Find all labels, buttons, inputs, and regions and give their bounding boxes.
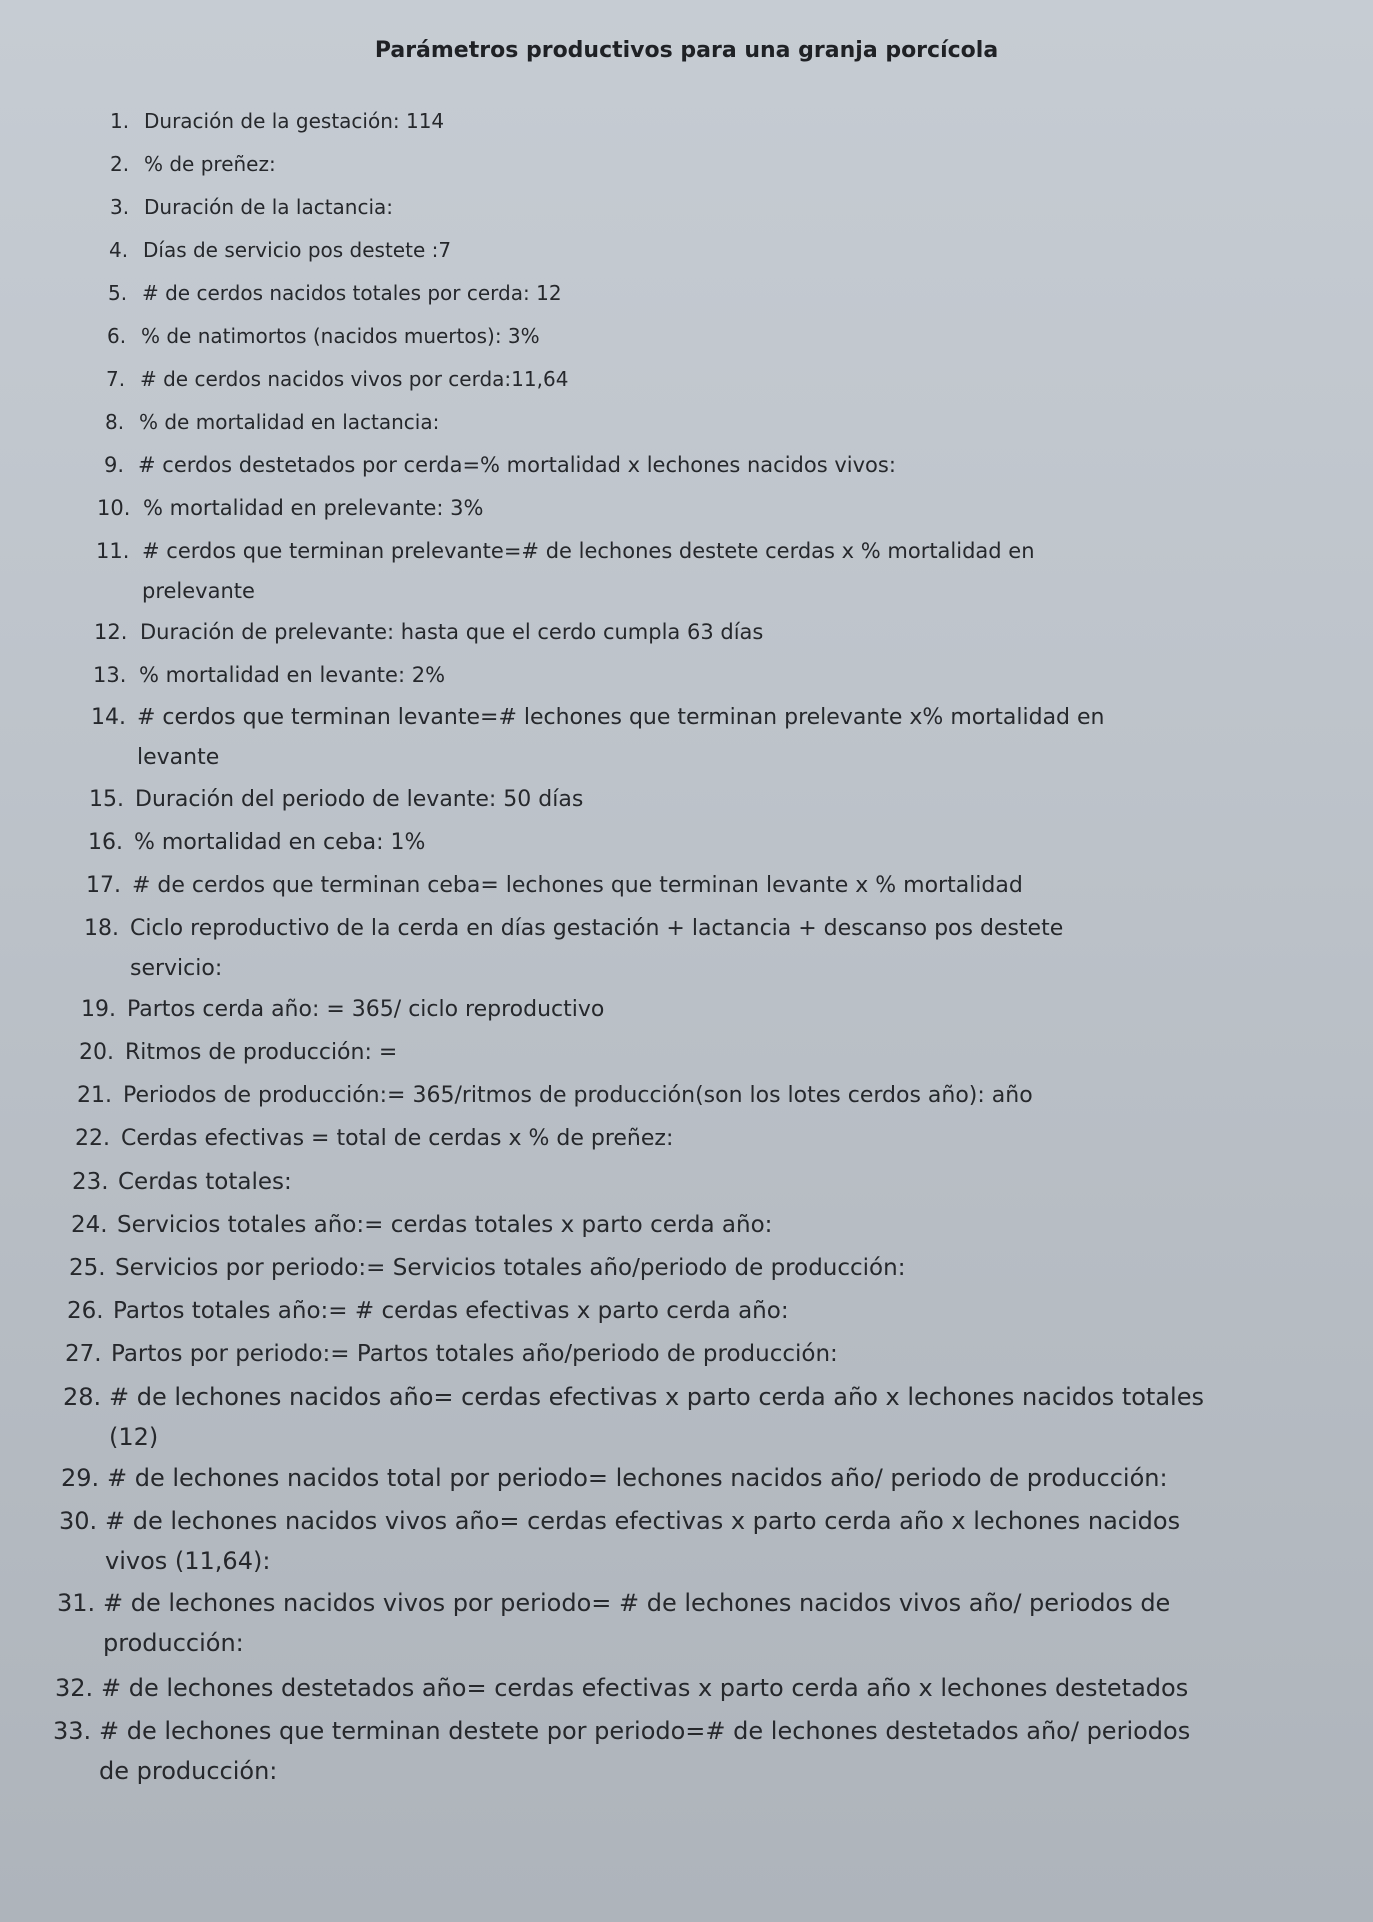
item-text-continuation: de producción:: [99, 1757, 278, 1785]
list-item: [96, 533, 1035, 613]
item-text: # de lechones destetados año= cerdas efectivas x parto cerda año x lechones destetados: [101, 1674, 1189, 1702]
list-item: [71, 1207, 772, 1243]
list-item: [59, 1503, 1180, 1583]
item-text: # de lechones nacidos total por periodo= lechones nacidos año/ periodo de producción:: [107, 1464, 1168, 1492]
item-text: % de mortalidad en lactancia:: [139, 410, 440, 434]
item-number: 11.: [96, 539, 130, 563]
item-number: 19.: [81, 997, 116, 1022]
item-text-continuation: producción:: [103, 1629, 244, 1657]
item-number: 29.: [61, 1464, 100, 1492]
item-text: % de preñez:: [144, 152, 276, 176]
item-number: 17.: [86, 873, 121, 898]
item-number: 23.: [72, 1169, 109, 1195]
item-text: # de cerdos nacidos totales por cerda: 12: [142, 281, 562, 305]
item-text: Duración del periodo de levante: 50 días: [135, 787, 584, 812]
list-item: [107, 318, 540, 354]
item-text: Duración de prelevante: hasta que el cerdo cumpla 63 días: [140, 620, 764, 644]
item-text: # de cerdos que terminan ceba= lechones que terminan levante x % mortalidad: [132, 873, 1023, 898]
item-number: 24.: [71, 1212, 108, 1238]
list-item: [79, 1035, 397, 1071]
item-number: 9.: [104, 453, 125, 477]
item-number: 27.: [65, 1341, 102, 1367]
list-item: [109, 232, 451, 268]
item-number: 30.: [59, 1507, 98, 1535]
list-item: [110, 189, 393, 225]
list-item: [106, 361, 568, 397]
item-number: 13.: [93, 663, 127, 687]
item-text: Servicios totales año:= cerdas totales x parto cerda año:: [117, 1212, 773, 1238]
list-item: [61, 1460, 1168, 1496]
item-number: 15.: [89, 787, 124, 812]
document-title: Parámetros productivos para una granja porcícola: [374, 38, 999, 63]
item-text: # de lechones nacidos vivos por periodo= # de lechones nacidos vivos año/ periodos de: [103, 1589, 1171, 1617]
list-item: [105, 404, 439, 440]
list-item: [97, 490, 483, 526]
item-number: 2.: [110, 152, 130, 176]
item-text: # cerdos que terminan levante=# lechones que terminan prelevante x% mortalidad en: [137, 705, 1105, 730]
item-text: Duración de la gestación: 114: [144, 109, 445, 133]
list-item: [84, 911, 1063, 991]
item-text: Cerdas efectivas = total de cerdas x % de preñez:: [121, 1126, 674, 1151]
list-item: [65, 1336, 838, 1372]
item-number: 3.: [110, 195, 130, 219]
item-number: 4.: [109, 238, 129, 262]
item-text-continuation: (12): [109, 1423, 159, 1451]
item-number: 6.: [107, 324, 127, 348]
item-number: 7.: [106, 367, 126, 391]
item-number: 10.: [97, 496, 131, 520]
item-number: 21.: [77, 1083, 112, 1108]
item-number: 31.: [57, 1589, 96, 1617]
list-item: [57, 1585, 1170, 1665]
list-item: [93, 657, 445, 693]
list-item: [86, 868, 1023, 904]
item-text: Periodos de producción:= 365/ritmos de producción(son los lotes cerdos año): año: [123, 1083, 1033, 1108]
item-text: # de lechones nacidos año= cerdas efectivas x parto cerda año x lechones nacidos totales: [109, 1383, 1204, 1411]
item-text: Ciclo reproductivo de la cerda en días gestación + lactancia + descanso pos destete: [130, 916, 1064, 941]
list-item: [63, 1379, 1204, 1459]
list-item: [88, 825, 425, 861]
item-text: Partos por periodo:= Partos totales año/periodo de producción:: [111, 1341, 838, 1367]
item-number: 1.: [110, 109, 130, 133]
item-text: # de lechones que terminan destete por periodo=# de lechones destetados año/ periodos: [99, 1717, 1191, 1745]
item-text: Cerdas totales:: [118, 1169, 292, 1195]
item-number: 8.: [105, 410, 125, 434]
list-item: [89, 782, 583, 818]
item-text: # cerdos destetados por cerda=% mortalidad x lechones nacidos vivos:: [138, 453, 896, 477]
item-text: # de cerdos nacidos vivos por cerda:11,64: [140, 367, 569, 391]
item-number: 26.: [67, 1298, 104, 1324]
item-number: 25.: [69, 1255, 106, 1281]
list-item: [110, 103, 444, 139]
list-item: [69, 1250, 905, 1286]
list-item: [53, 1713, 1190, 1793]
item-number: 32.: [55, 1674, 94, 1702]
item-text-continuation: vivos (11,64):: [105, 1547, 271, 1575]
list-item: [110, 146, 276, 182]
item-text: Días de servicio pos destete :7: [143, 238, 452, 262]
list-item: [67, 1293, 789, 1329]
item-number: 16.: [88, 830, 123, 855]
list-item: [91, 700, 1104, 780]
item-text: % de natimortos (nacidos muertos): 3%: [141, 324, 540, 348]
item-text-continuation: servicio:: [130, 956, 223, 981]
list-item: [77, 1078, 1033, 1114]
item-text: % mortalidad en levante: 2%: [139, 663, 446, 687]
item-text: Servicios por periodo:= Servicios totales año/periodo de producción:: [115, 1255, 906, 1281]
item-text: # de lechones nacidos vivos año= cerdas efectivas x parto cerda año x lechones nacidos: [105, 1507, 1181, 1535]
item-number: 22.: [75, 1126, 110, 1151]
list-item: [72, 1164, 292, 1200]
item-number: 33.: [53, 1717, 92, 1745]
list-item: [81, 992, 604, 1028]
item-number: 28.: [63, 1383, 102, 1411]
item-text-continuation: prelevante: [142, 579, 255, 603]
item-number: 5.: [108, 281, 128, 305]
item-text: Partos totales año:= # cerdas efectivas x parto cerda año:: [113, 1298, 789, 1324]
item-text: # cerdos que terminan prelevante=# de lechones destete cerdas x % mortalidad en: [142, 539, 1035, 563]
item-number: 18.: [84, 916, 119, 941]
item-text: Ritmos de producción: =: [125, 1040, 398, 1065]
item-text: % mortalidad en ceba: 1%: [134, 830, 426, 855]
list-item: [104, 447, 896, 483]
item-text: Duración de la lactancia:: [144, 195, 394, 219]
item-number: 20.: [79, 1040, 114, 1065]
list-item: [75, 1121, 673, 1157]
list-item: [55, 1670, 1188, 1706]
item-text: % mortalidad en prelevante: 3%: [143, 496, 484, 520]
item-number: 14.: [91, 705, 126, 730]
item-number: 12.: [94, 620, 128, 644]
list-item: [94, 614, 763, 650]
list-item: [108, 275, 562, 311]
item-text: Partos cerda año: = 365/ ciclo reproductivo: [127, 997, 605, 1022]
item-text-continuation: levante: [137, 745, 220, 770]
